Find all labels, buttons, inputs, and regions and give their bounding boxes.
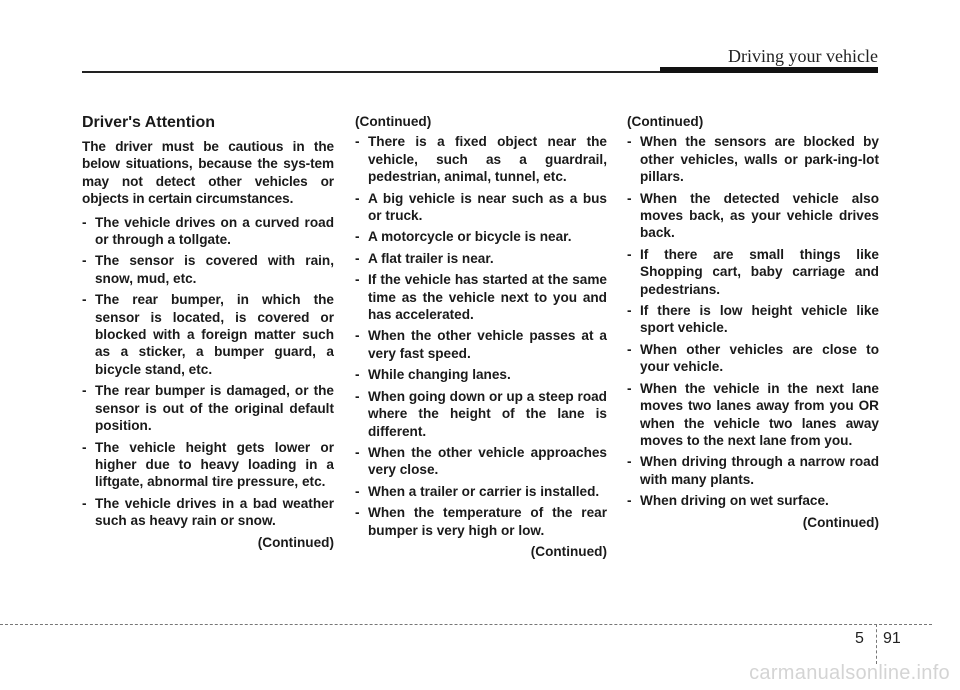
list-item-text: When driving through a narrow road with many plants. xyxy=(640,454,879,487)
list-item-text: When the other vehicle passes at a very fast speed. xyxy=(368,328,607,361)
dash-bullet: - xyxy=(627,246,632,262)
list-item-text: The sensor is covered with rain, snow, mud, etc. xyxy=(95,253,334,286)
column-2-list xyxy=(355,133,607,539)
list-item xyxy=(355,133,607,185)
dash-bullet: - xyxy=(355,272,360,288)
footer-divider xyxy=(0,624,932,625)
continued-label: (Continued) xyxy=(802,514,879,530)
list-item xyxy=(82,439,334,491)
list-item xyxy=(627,246,879,298)
dash-bullet: - xyxy=(627,190,632,206)
list-item xyxy=(627,302,879,337)
list-item xyxy=(355,504,607,539)
list-item-text: A motorcycle or bicycle is near. xyxy=(368,229,572,245)
continued-label: (Continued) xyxy=(530,543,607,559)
continued-heading: (Continued) xyxy=(627,114,704,129)
column-3 xyxy=(627,113,879,531)
list-item xyxy=(82,495,334,530)
list-item-text: The rear bumper, in which the sensor is located, is covered or blocked with a foreign matter such as a sticker, a bumper guard, a bicycle stand, etc. xyxy=(95,292,334,377)
dash-bullet: - xyxy=(355,505,360,521)
list-item-text: A big vehicle is near such as a bus or truck. xyxy=(368,190,607,224)
list-item xyxy=(355,228,607,245)
dash-bullet: - xyxy=(355,367,360,383)
dash-bullet: - xyxy=(627,454,632,470)
list-item xyxy=(627,133,879,185)
dash-bullet: - xyxy=(82,214,87,230)
list-item-text: There is a fixed object near the vehicle, such as a guardrail, pedestrian, animal, tunnel, etc. xyxy=(368,134,607,185)
list-item-text: The vehicle drives in a bad weather such as heavy rain or snow. xyxy=(95,495,334,529)
list-item-text: When the vehicle in the next lane moves two lanes away from you OR when the vehicle two lanes away moves to the next lane from you. xyxy=(640,380,879,448)
dash-bullet: - xyxy=(355,483,360,499)
continued-heading: (Continued) xyxy=(355,114,432,129)
list-item xyxy=(355,271,607,323)
intro-paragraph: The driver must be cautious in the below situations, because the sys-tem may not detect other vehicles or objects in certain circumstances. xyxy=(82,139,334,207)
list-item xyxy=(627,341,879,376)
list-item xyxy=(627,453,879,488)
column-3-list xyxy=(627,133,879,509)
list-item xyxy=(355,327,607,362)
page-header-title: Driving your vehicle xyxy=(728,46,878,66)
list-item xyxy=(82,252,334,287)
list-item-text: When the detected vehicle also moves back, as your vehicle drives back. xyxy=(640,190,879,241)
dash-bullet: - xyxy=(355,229,360,245)
dash-bullet: - xyxy=(82,292,87,308)
list-item-text: If there is low height vehicle like sport vehicle. xyxy=(640,303,879,336)
header-rule-thin xyxy=(82,71,664,73)
list-item-text: The vehicle height gets lower or higher due to heavy loading in a liftgate, abnormal tire pressure, etc. xyxy=(95,439,334,490)
dash-bullet: - xyxy=(355,444,360,460)
list-item-text: When the temperature of the rear bumper is very high or low. xyxy=(368,505,607,538)
list-item xyxy=(82,214,334,249)
column-1 xyxy=(82,113,334,551)
list-item-text: If the vehicle has started at the same time as the vehicle next to you and has accelerated. xyxy=(368,272,607,323)
header-rule-thick xyxy=(660,67,878,73)
dash-bullet: - xyxy=(82,495,87,511)
list-item-text: When other vehicles are close to your vehicle. xyxy=(640,341,879,375)
dash-bullet: - xyxy=(355,388,360,404)
list-item xyxy=(355,250,607,267)
list-item-text: If there are small things like Shopping cart, baby carriage and pedestrians. xyxy=(640,246,879,297)
dash-bullet: - xyxy=(355,190,360,206)
footer-vertical-divider xyxy=(876,624,877,664)
list-item-text: When going down or up a steep road where the height of the lane is different. xyxy=(368,388,607,439)
list-item xyxy=(355,388,607,440)
dash-bullet: - xyxy=(627,493,632,509)
list-item xyxy=(355,190,607,225)
dash-bullet: - xyxy=(82,253,87,269)
list-item-text: A flat trailer is near. xyxy=(368,250,494,266)
dash-bullet: - xyxy=(627,380,632,396)
list-item xyxy=(627,380,879,450)
column-1-list xyxy=(82,214,334,530)
list-item xyxy=(82,382,334,434)
list-item-text: The rear bumper is damaged, or the sensor is out of the original default position. xyxy=(95,383,334,434)
list-item-text: While changing lanes. xyxy=(368,367,511,383)
list-item-text: The vehicle drives on a curved road or through a tollgate. xyxy=(95,214,334,248)
dash-bullet: - xyxy=(82,383,87,399)
chapter-number: 5 xyxy=(855,630,864,647)
list-item xyxy=(627,492,879,509)
dash-bullet: - xyxy=(355,134,360,150)
list-item xyxy=(355,483,607,500)
column-2 xyxy=(355,113,607,560)
dash-bullet: - xyxy=(627,341,632,357)
page-number: 91 xyxy=(883,630,901,647)
dash-bullet: - xyxy=(82,439,87,455)
dash-bullet: - xyxy=(355,250,360,266)
list-item-text: When the other vehicle approaches very close. xyxy=(368,444,607,478)
continued-label: (Continued) xyxy=(257,534,334,550)
section-title: Driver's Attention xyxy=(82,114,216,131)
dash-bullet: - xyxy=(355,328,360,344)
list-item xyxy=(355,444,607,479)
watermark: carmanualsonline.info xyxy=(749,662,950,684)
list-item xyxy=(82,291,334,378)
dash-bullet: - xyxy=(627,303,632,319)
list-item-text: When a trailer or carrier is installed. xyxy=(368,483,600,499)
dash-bullet: - xyxy=(627,134,632,150)
list-item xyxy=(627,190,879,242)
list-item-text: When driving on wet surface. xyxy=(640,493,829,509)
list-item xyxy=(355,366,607,383)
list-item-text: When the sensors are blocked by other vehicles, walls or park-ing-lot pillars. xyxy=(640,134,879,185)
